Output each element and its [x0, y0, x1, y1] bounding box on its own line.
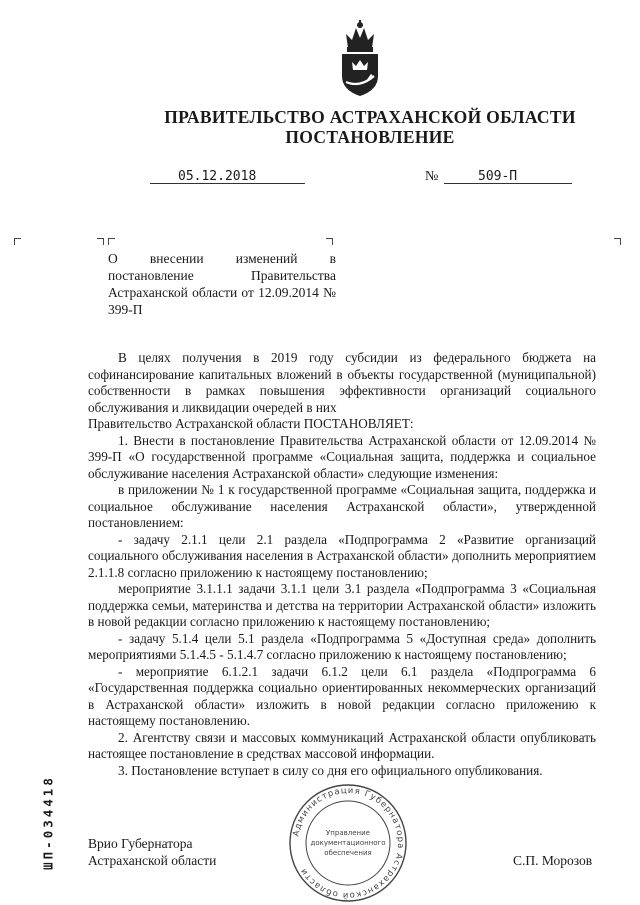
body-paragraph: Правительство Астраханской области ПОСТАНОВЛЯЕТ: [88, 416, 414, 431]
document-body [88, 350, 596, 779]
stamp-center-line1: Управление [326, 829, 370, 837]
corner-mark-subject-left-b [108, 238, 115, 245]
stamp-center-line3: обеспечения [324, 849, 372, 857]
government-title: ПРАВИТЕЛЬСТВО АСТРАХАНСКОЙ ОБЛАСТИ [164, 107, 576, 127]
document-subject: О внесении изменений в постановление Правительства Астраханской области от 12.09.2014 № 399-П [108, 251, 336, 317]
corner-mark-subject-left-a [97, 238, 104, 245]
body-paragraph: В целях получения в 2019 году субсидии из федерального бюджета на софинансирование капитальных вложений в объекты государственной (муниципальной) собственности в рамках повышения эффективности организаций социального обслуживания и ликвидации очередей в них [88, 350, 596, 415]
document-number: 509-П [478, 169, 518, 184]
document-type-title: ПОСТАНОВЛЕНИЕ [285, 127, 455, 147]
official-stamp [283, 783, 413, 903]
coat-of-arms-emblem [336, 18, 384, 98]
stamp-ring-text: Администрация Губернатора Астраханской области [291, 785, 406, 901]
body-paragraph: - мероприятие 6.1.2.1 задачи 6.1.2 цели 6.1 раздела «Подпрограмма 6 «Государственная поддержка социально ориентированных некоммерческих организаций в Астраханской области» изложить в новой редакции согласно приложению к настоящему постановлению. [88, 663, 596, 728]
stamp-center-line2: документационного [310, 839, 386, 847]
form-serial-number: ШП-034418 [40, 775, 56, 870]
body-paragraph: в приложении № 1 к государственной программе «Социальная защита, поддержка и социальное обслуживание населения Астраханской области», утвержденной постановлением: [88, 482, 596, 530]
corner-mark-right [614, 238, 621, 245]
number-sign: № [425, 169, 439, 184]
body-paragraph: - задачу 5.1.4 цели 5.1 раздела «Подпрограмма 5 «Доступная среда» дополнить мероприятиями 5.1.4.5 - 5.1.4.7 согласно приложению к настоящему постановлению; [88, 630, 596, 662]
body-paragraph: 1. Внести в постановление Правительства Астраханской области от 12.09.2014 № 399-П «О государственной программе «Социальная защита, поддержка и социальное обслуживание населения Астраханской области» следующие изменения: [88, 432, 596, 481]
signatory-position-line2: Астраханской области [88, 853, 217, 868]
body-paragraph: мероприятие 3.1.1.1 задачи 3.1.1 цели 3.1 раздела «Подпрограмма 3 «Социальная поддержка семьи, материнства и детства на территории Астраханской области» изложить в новой редакции согласно приложению к настоящему постановлению; [88, 581, 596, 629]
document-date: 05.12.2018 [178, 169, 257, 184]
body-paragraph: - задачу 2.1.1 цели 2.1 раздела «Подпрограмма 2 «Развитие организаций социального обслуживания населения в Астраханской области» дополнить мероприятием 2.1.1.8 согласно приложению к настоящему постановлению; [88, 531, 596, 580]
corner-mark-subject-right [326, 238, 333, 245]
corner-mark-left [14, 238, 21, 245]
body-paragraph: 3. Постановление вступает в силу со дня его официального опубликования. [118, 762, 543, 778]
signatory-position-line1: Врио Губернатора [88, 836, 193, 851]
body-paragraph: 2. Агентству связи и массовых коммуникаций Астраханской области опубликовать настоящее постановление в средствах массовой информации. [88, 729, 596, 761]
signatory-name: С.П. Морозов [513, 853, 593, 868]
